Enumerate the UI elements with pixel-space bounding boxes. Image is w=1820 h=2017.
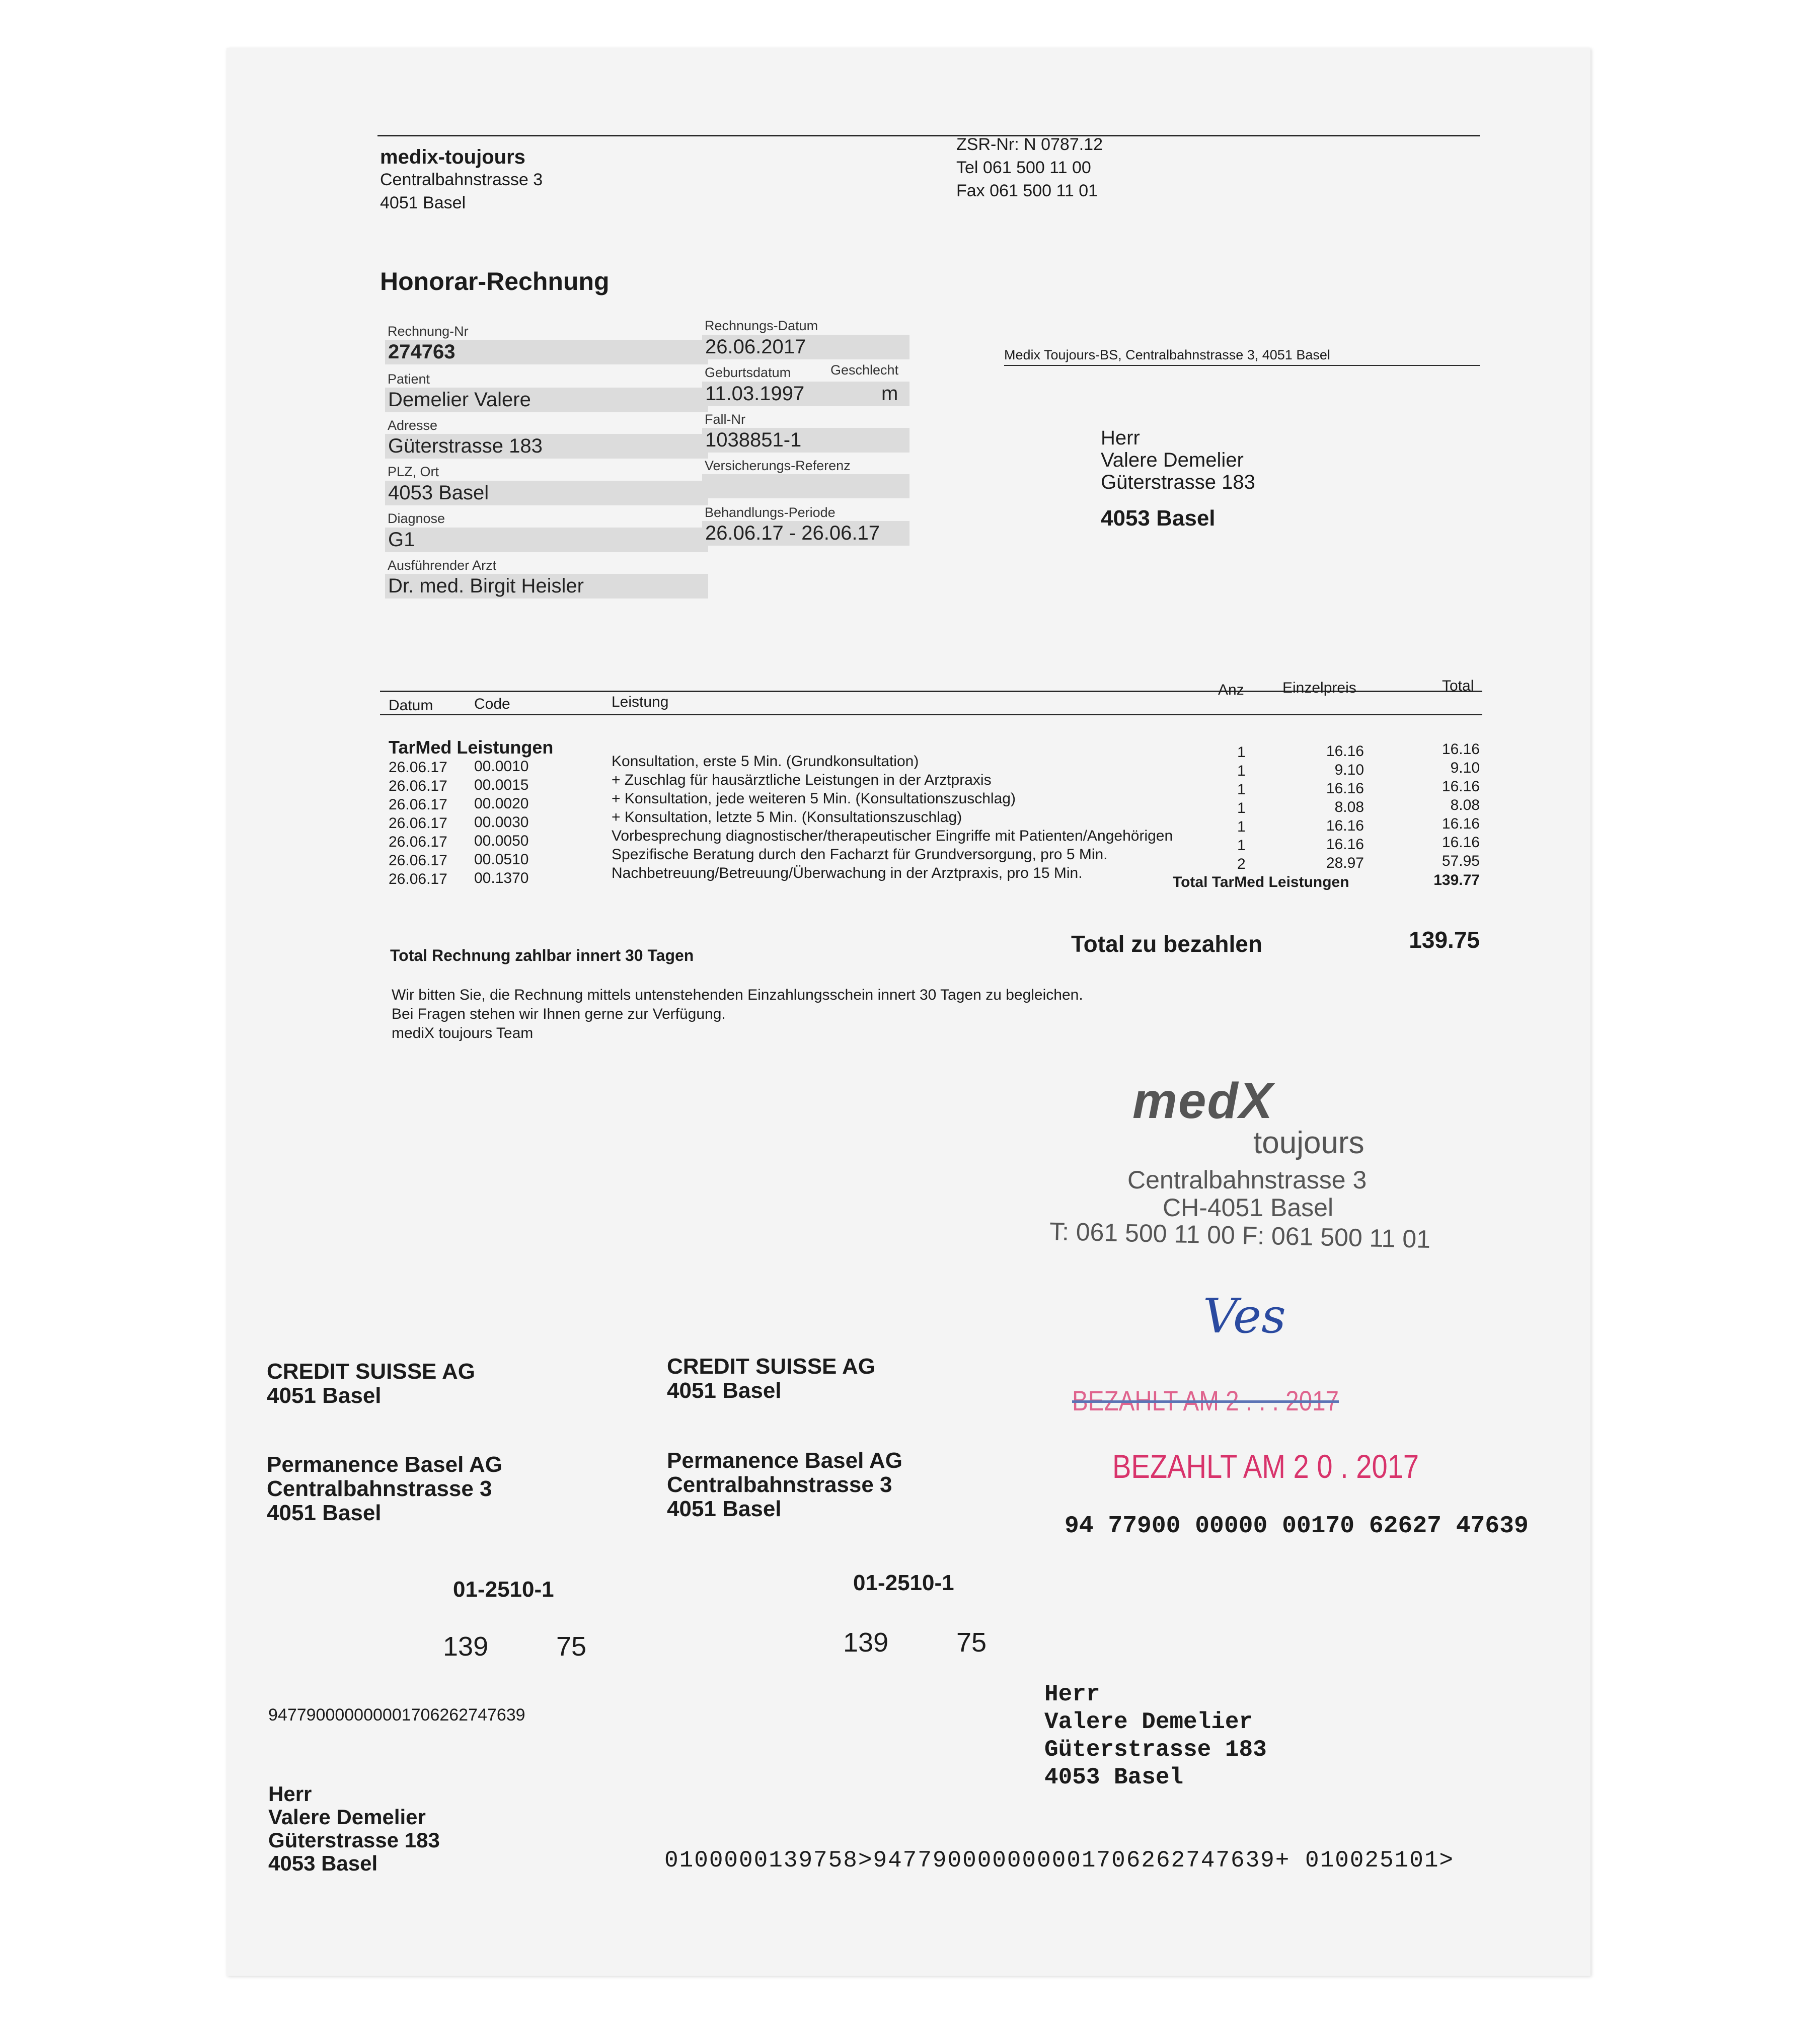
row-code: 00.0510 bbox=[474, 851, 529, 868]
row-anz: 1 bbox=[1237, 818, 1246, 835]
row-code: 00.0020 bbox=[474, 795, 529, 812]
paid-stamp-2: BEZAHLT AM 2 0 . 2017 bbox=[1112, 1448, 1419, 1485]
col-code-header: Code bbox=[474, 696, 510, 712]
slip-bank-left: CREDIT SUISSE AG bbox=[267, 1359, 475, 1384]
stamp-logo: medX bbox=[1132, 1073, 1274, 1129]
slip-reference-grouped: 94 77900 00000 00170 62627 47639 bbox=[1065, 1513, 1529, 1540]
slip-amount-fr-left: 139 bbox=[443, 1631, 489, 1662]
slip-bank-right: CREDIT SUISSE AG bbox=[667, 1354, 875, 1379]
recipient-city: 4053 Basel bbox=[1101, 506, 1216, 531]
note-line-2: Bei Fragen stehen wir Ihnen gerne zur Verfügung. bbox=[392, 1006, 726, 1022]
rechnung-nr-value: 274763 bbox=[385, 340, 708, 364]
row-anz: 2 bbox=[1237, 856, 1246, 872]
row-datum: 26.06.17 bbox=[389, 778, 447, 794]
table-header-rule bbox=[380, 714, 1482, 715]
diagnose-label: Diagnose bbox=[388, 511, 445, 526]
slip-payee-city-left: 4051 Basel bbox=[267, 1501, 382, 1525]
sender-line: Medix Toujours-BS, Centralbahnstrasse 3, 4051 Basel bbox=[1004, 347, 1330, 362]
row-leistung: + Zuschlag für hausärztliche Leistungen in der Arztpraxis bbox=[612, 772, 992, 788]
row-code: 00.0050 bbox=[474, 833, 529, 849]
total-value: 139.75 bbox=[1409, 927, 1480, 953]
row-code: 00.1370 bbox=[474, 870, 529, 886]
slip-payer-salutation-right: Herr bbox=[1044, 1681, 1100, 1707]
slip-payee-street-left: Centralbahnstrasse 3 bbox=[267, 1476, 492, 1501]
slip-reference-short: 947790000000001706262747639 bbox=[268, 1705, 525, 1725]
row-datum: 26.06.17 bbox=[389, 759, 447, 776]
fall-nr-label: Fall-Nr bbox=[705, 412, 745, 427]
recipient-name: Valere Demelier bbox=[1101, 449, 1244, 471]
row-preis: 16.16 bbox=[1326, 836, 1364, 853]
row-total: 16.16 bbox=[1442, 778, 1480, 795]
total-zahlbar: Total Rechnung zahlbar innert 30 Tagen bbox=[390, 946, 694, 964]
row-total: 16.16 bbox=[1442, 834, 1480, 851]
adresse-label: Adresse bbox=[388, 418, 438, 433]
slip-payee-street-right: Centralbahnstrasse 3 bbox=[667, 1472, 892, 1497]
col-datum-header: Datum bbox=[389, 697, 433, 714]
slip-payer-name-right: Valere Demelier bbox=[1044, 1709, 1253, 1735]
slip-payer-city-left: 4053 Basel bbox=[268, 1851, 378, 1875]
row-code: 00.0010 bbox=[474, 758, 529, 775]
subtotal-label: Total TarMed Leistungen bbox=[1173, 874, 1349, 890]
col-anz-header: Anz bbox=[1218, 682, 1244, 698]
row-datum: 26.06.17 bbox=[389, 852, 447, 869]
geschlecht-label: Geschlecht bbox=[830, 362, 899, 378]
row-leistung: Spezifische Beratung durch den Facharzt für Grundversorgung, pro 5 Min. bbox=[612, 846, 1108, 863]
document-title: Honorar-Rechnung bbox=[380, 267, 610, 295]
row-anz: 1 bbox=[1237, 781, 1246, 798]
stamp-street: Centralbahnstrasse 3 bbox=[1127, 1166, 1367, 1194]
arzt-label: Ausführender Arzt bbox=[388, 558, 497, 573]
sender-line-rule bbox=[1004, 365, 1480, 366]
slip-amount-rp-left: 75 bbox=[556, 1631, 587, 1662]
row-leistung: Konsultation, erste 5 Min. (Grundkonsultation) bbox=[612, 753, 919, 770]
phone-number: Tel 061 500 11 00 bbox=[956, 158, 1091, 177]
col-total-header: Total bbox=[1442, 678, 1474, 694]
slip-coding-line: 0100000139758>947790000000001706262747639+ 010025101> bbox=[664, 1847, 1455, 1874]
row-preis: 8.08 bbox=[1334, 799, 1364, 815]
row-datum: 26.06.17 bbox=[389, 871, 447, 887]
row-preis: 16.16 bbox=[1326, 780, 1364, 797]
stamp-city: CH-4051 Basel bbox=[1163, 1193, 1334, 1222]
row-datum: 26.06.17 bbox=[389, 796, 447, 813]
rechnungs-datum-value: 26.06.2017 bbox=[702, 335, 909, 359]
note-line-3: mediX toujours Team bbox=[392, 1025, 534, 1041]
row-leistung: + Konsultation, letzte 5 Min. (Konsultationszuschlag) bbox=[612, 809, 962, 826]
slip-payee-left: Permanence Basel AG bbox=[267, 1452, 502, 1477]
subtotal-value: 139.77 bbox=[1433, 872, 1480, 888]
total-label: Total zu bezahlen bbox=[1071, 931, 1262, 957]
geburtsdatum-value: 11.03.1997 bbox=[702, 382, 909, 406]
geschlecht-value: m bbox=[881, 383, 898, 405]
row-leistung: Nachbetreuung/Betreuung/Überwachung in der Arztpraxis, pro 15 Min. bbox=[612, 865, 1083, 881]
row-total: 16.16 bbox=[1442, 741, 1480, 758]
paid-stamp-1: BEZAHLT AM 2 . . . 2017 bbox=[1072, 1385, 1339, 1416]
patient-label: Patient bbox=[388, 371, 430, 387]
slip-amount-rp-right: 75 bbox=[956, 1627, 987, 1658]
row-total: 9.10 bbox=[1450, 760, 1480, 776]
stamp-logo-sub: toujours bbox=[1253, 1126, 1364, 1160]
periode-value: 26.06.17 - 26.06.17 bbox=[702, 521, 909, 546]
fax-number: Fax 061 500 11 01 bbox=[956, 181, 1098, 200]
row-leistung: + Konsultation, jede weiteren 5 Min. (Konsultationszuschlag) bbox=[612, 790, 1016, 807]
fall-nr-value: 1038851-1 bbox=[702, 428, 909, 453]
col-leistung-header: Leistung bbox=[612, 694, 669, 710]
top-rule bbox=[377, 135, 1480, 136]
patient-value: Demelier Valere bbox=[385, 388, 708, 412]
slip-payee-right: Permanence Basel AG bbox=[667, 1448, 902, 1473]
slip-account-right: 01-2510-1 bbox=[853, 1571, 954, 1595]
slip-bank-city-left: 4051 Basel bbox=[267, 1383, 382, 1408]
geburtsdatum-label: Geburtsdatum bbox=[705, 365, 791, 380]
section-title: TarMed Leistungen bbox=[389, 737, 554, 758]
slip-account-left: 01-2510-1 bbox=[453, 1577, 554, 1602]
stamp-phone: T: 061 500 11 00 F: 061 500 11 01 bbox=[1049, 1217, 1431, 1253]
versicherung-value bbox=[702, 474, 909, 498]
slip-payee-city-right: 4051 Basel bbox=[667, 1497, 782, 1521]
adresse-value: Güterstrasse 183 bbox=[385, 434, 708, 459]
diagnose-value: G1 bbox=[385, 528, 708, 552]
row-datum: 26.06.17 bbox=[389, 834, 447, 850]
company-street: Centralbahnstrasse 3 bbox=[380, 170, 543, 189]
slip-bank-city-right: 4051 Basel bbox=[667, 1378, 782, 1403]
slip-payer-name-left: Valere Demelier bbox=[268, 1805, 426, 1829]
row-anz: 1 bbox=[1237, 837, 1246, 854]
row-preis: 28.97 bbox=[1326, 855, 1364, 871]
handwritten-signature: Ves bbox=[1203, 1289, 1286, 1344]
row-code: 00.0015 bbox=[474, 777, 529, 793]
slip-payer-street-right: Güterstrasse 183 bbox=[1044, 1737, 1267, 1763]
recipient-street: Güterstrasse 183 bbox=[1101, 471, 1255, 493]
slip-payer-salutation-left: Herr bbox=[268, 1782, 312, 1806]
row-total: 8.08 bbox=[1450, 797, 1480, 813]
slip-amount-fr-right: 139 bbox=[843, 1627, 889, 1658]
rechnung-nr-label: Rechnung-Nr bbox=[388, 324, 469, 339]
company-name: medix-toujours bbox=[380, 146, 525, 168]
row-preis: 9.10 bbox=[1334, 762, 1364, 778]
row-code: 00.0030 bbox=[474, 814, 529, 831]
row-total: 16.16 bbox=[1442, 815, 1480, 832]
versicherung-label: Versicherungs-Referenz bbox=[705, 458, 851, 473]
col-einzelpreis-header: Einzelpreis bbox=[1282, 680, 1356, 696]
recipient-salutation: Herr bbox=[1101, 427, 1140, 449]
row-anz: 1 bbox=[1237, 800, 1246, 816]
row-anz: 1 bbox=[1237, 763, 1246, 779]
rechnungs-datum-label: Rechnungs-Datum bbox=[705, 318, 818, 333]
company-city: 4051 Basel bbox=[380, 193, 466, 212]
slip-payer-city-right: 4053 Basel bbox=[1044, 1764, 1184, 1790]
row-preis: 16.16 bbox=[1326, 743, 1364, 760]
row-leistung: Vorbesprechung diagnostischer/therapeutischer Eingriffe mit Patienten/Angehörigen bbox=[612, 828, 1173, 844]
note-line-1: Wir bitten Sie, die Rechnung mittels untenstehenden Einzahlungsschein innert 30 Tagen zu begleichen. bbox=[392, 987, 1083, 1003]
row-total: 57.95 bbox=[1442, 853, 1480, 869]
periode-label: Behandlungs-Periode bbox=[705, 505, 836, 520]
zsr-number: ZSR-Nr: N 0787.12 bbox=[956, 135, 1103, 154]
row-anz: 1 bbox=[1237, 744, 1246, 761]
plz-label: PLZ, Ort bbox=[388, 464, 439, 479]
arzt-value: Dr. med. Birgit Heisler bbox=[385, 574, 708, 599]
row-preis: 16.16 bbox=[1326, 817, 1364, 834]
row-datum: 26.06.17 bbox=[389, 815, 447, 832]
slip-payer-street-left: Güterstrasse 183 bbox=[268, 1828, 440, 1852]
plz-value: 4053 Basel bbox=[385, 481, 708, 505]
